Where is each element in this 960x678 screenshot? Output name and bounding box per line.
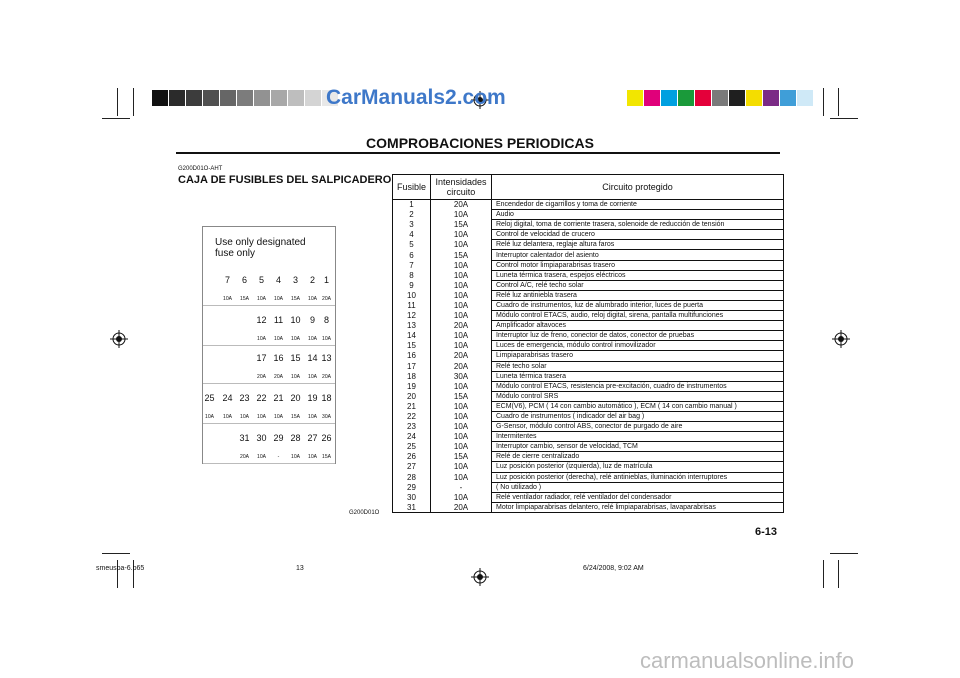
fuse-number-cell: 8 bbox=[393, 270, 431, 280]
circuit-cell: Motor limpiaparabrisas delantero, relé limpiaparabrisas, lavaparabrisas bbox=[492, 502, 784, 512]
amperage-cell: 20A bbox=[431, 321, 492, 331]
fuse-number: 30 bbox=[256, 433, 267, 443]
color-swatch bbox=[288, 90, 304, 106]
header-amperage bbox=[431, 175, 492, 200]
process-color-bar bbox=[627, 90, 814, 106]
fuse-number: 15 bbox=[290, 353, 301, 363]
circuit-cell: Relé luz delantera, reglaje altura faros bbox=[492, 240, 784, 250]
page-title: COMPROBACIONES PERIODICAS bbox=[366, 135, 594, 151]
color-swatch bbox=[746, 90, 762, 106]
circuit-cell: Control de velocidad de crucero bbox=[492, 230, 784, 240]
amperage-cell: 10A bbox=[431, 492, 492, 502]
amperage-cell: 15A bbox=[431, 391, 492, 401]
fuse-number-cell: 5 bbox=[393, 240, 431, 250]
fuse-number: 12 bbox=[256, 315, 267, 325]
table-row bbox=[393, 240, 784, 250]
amperage-cell: 10A bbox=[431, 300, 492, 310]
fuse-amperage: 10A bbox=[308, 296, 317, 302]
circuit-cell: Interruptor luz de freno, conector de datos, conector de pruebas bbox=[492, 331, 784, 341]
color-swatch bbox=[203, 90, 219, 106]
diagram-row-divider bbox=[203, 423, 335, 424]
amperage-cell: - bbox=[431, 482, 492, 492]
circuit-cell: Relé ventilador radiador, relé ventilador del condensador bbox=[492, 492, 784, 502]
diagram-label-line1: Use only designated bbox=[215, 237, 306, 248]
fuse-amperage: 10A bbox=[257, 454, 266, 460]
fuse-number-cell: 2 bbox=[393, 210, 431, 220]
fuse-number-cell: 11 bbox=[393, 300, 431, 310]
fuse-number: 28 bbox=[290, 433, 301, 443]
fuse-number: 25 bbox=[204, 393, 215, 403]
color-swatch bbox=[780, 90, 796, 106]
fuse-amperage: 10A bbox=[308, 454, 317, 460]
circuit-cell: Amplificador altavoces bbox=[492, 321, 784, 331]
circuit-cell: Cuadro de instrumentos, luz de alumbrado interior, luces de puerta bbox=[492, 300, 784, 310]
footer-page: 13 bbox=[296, 565, 304, 572]
table-row bbox=[393, 391, 784, 401]
fuse-number-cell: 17 bbox=[393, 361, 431, 371]
amperage-cell: 10A bbox=[431, 442, 492, 452]
fuse-number: 6 bbox=[241, 275, 247, 285]
fuse-number-cell: 18 bbox=[393, 371, 431, 381]
fuse-amperage: 10A bbox=[205, 414, 214, 420]
table-row bbox=[393, 250, 784, 260]
fuse-number: 14 bbox=[307, 353, 318, 363]
fuse-number-cell: 25 bbox=[393, 442, 431, 452]
table-row bbox=[393, 432, 784, 442]
circuit-cell: Luces de emergencia, módulo control inmovilizador bbox=[492, 341, 784, 351]
amperage-cell: 10A bbox=[431, 260, 492, 270]
fuse-amperage: 10A bbox=[223, 296, 232, 302]
registration-mark-right bbox=[832, 330, 850, 348]
table-row bbox=[393, 401, 784, 411]
table-row bbox=[393, 230, 784, 240]
fuse-number: 29 bbox=[273, 433, 284, 443]
grayscale-color-bar bbox=[152, 90, 339, 106]
fuse-number: 26 bbox=[321, 433, 332, 443]
fuse-amperage: 15A bbox=[291, 414, 300, 420]
fuse-number-cell: 13 bbox=[393, 321, 431, 331]
circuit-cell: Módulo control SRS bbox=[492, 391, 784, 401]
registration-mark-bottom bbox=[471, 568, 489, 586]
circuit-cell: Encendedor de cigarrillos y toma de corriente bbox=[492, 200, 784, 210]
amperage-cell: 10A bbox=[431, 240, 492, 250]
color-swatch bbox=[797, 90, 813, 106]
fuse-amperage: 20A bbox=[322, 374, 331, 380]
table-row bbox=[393, 311, 784, 321]
amperage-cell: 10A bbox=[431, 422, 492, 432]
color-swatch bbox=[271, 90, 287, 106]
table-row bbox=[393, 452, 784, 462]
circuit-cell: Interruptor cambio, sensor de velocidad, TCM bbox=[492, 442, 784, 452]
fuse-number-cell: 26 bbox=[393, 452, 431, 462]
table-row bbox=[393, 210, 784, 220]
fuse-number: 1 bbox=[323, 275, 329, 285]
fuse-amperage: - bbox=[277, 454, 280, 460]
page-number: 6-13 bbox=[755, 526, 778, 538]
color-swatch bbox=[661, 90, 677, 106]
amperage-cell: 20A bbox=[431, 502, 492, 512]
fuse-number: 8 bbox=[323, 315, 329, 325]
color-swatch bbox=[644, 90, 660, 106]
fuse-number-cell: 21 bbox=[393, 401, 431, 411]
amperage-cell: 10A bbox=[431, 230, 492, 240]
table-row bbox=[393, 462, 784, 472]
bottom-watermark: carmanualsonline.info bbox=[640, 648, 855, 673]
fuse-number-cell: 6 bbox=[393, 250, 431, 260]
fuse-number: 2 bbox=[309, 275, 315, 285]
table-row bbox=[393, 341, 784, 351]
color-swatch bbox=[763, 90, 779, 106]
amperage-cell: 15A bbox=[431, 220, 492, 230]
fuse-number-cell: 22 bbox=[393, 411, 431, 421]
fuse-number-cell: 19 bbox=[393, 381, 431, 391]
fuse-amperage: 10A bbox=[223, 414, 232, 420]
fuse-amperage: 10A bbox=[308, 414, 317, 420]
table-row bbox=[393, 331, 784, 341]
fuse-number-cell: 31 bbox=[393, 502, 431, 512]
circuit-cell: Limpiaparabrisas trasero bbox=[492, 351, 784, 361]
fuse-number-cell: 23 bbox=[393, 422, 431, 432]
color-swatch bbox=[712, 90, 728, 106]
fuse-box-diagram bbox=[202, 226, 336, 464]
amperage-cell: 10A bbox=[431, 331, 492, 341]
fuse-amperage: 10A bbox=[240, 414, 249, 420]
fuse-amperage: 10A bbox=[308, 374, 317, 380]
fuse-number-cell: 9 bbox=[393, 280, 431, 290]
fuse-number: 7 bbox=[224, 275, 230, 285]
fuse-amperage: 10A bbox=[257, 296, 266, 302]
fuse-number-cell: 14 bbox=[393, 331, 431, 341]
circuit-cell: Módulo control ETACS, resistencia pre-excitación, cuadro de instrumentos bbox=[492, 381, 784, 391]
fuse-number: 10 bbox=[290, 315, 301, 325]
section-title: CAJA DE FUSIBLES DEL SALPICADERO bbox=[178, 174, 392, 186]
amperage-cell: 20A bbox=[431, 361, 492, 371]
title-rule bbox=[176, 152, 780, 154]
watermark-text: CarManuals2.com bbox=[326, 86, 506, 109]
circuit-cell: Relé de cierre centralizado bbox=[492, 452, 784, 462]
table-row bbox=[393, 200, 784, 210]
fuse-number: 24 bbox=[222, 393, 233, 403]
circuit-cell: Audio bbox=[492, 210, 784, 220]
fuse-amperage: 20A bbox=[257, 374, 266, 380]
fuse-number: 11 bbox=[273, 315, 284, 325]
amperage-cell: 10A bbox=[431, 401, 492, 411]
color-swatch bbox=[254, 90, 270, 106]
color-swatch bbox=[186, 90, 202, 106]
header-fuse: Fusible bbox=[393, 175, 431, 200]
color-swatch bbox=[678, 90, 694, 106]
registration-mark-left bbox=[110, 330, 128, 348]
diagram-label-line2: fuse only bbox=[215, 248, 256, 259]
color-swatch bbox=[729, 90, 745, 106]
color-swatch bbox=[695, 90, 711, 106]
fuse-number: 21 bbox=[273, 393, 284, 403]
table-row bbox=[393, 300, 784, 310]
amperage-cell: 10A bbox=[431, 290, 492, 300]
fuse-number-cell: 3 bbox=[393, 220, 431, 230]
table-row bbox=[393, 502, 784, 512]
circuit-cell: Luz posición posterior (izquierda), luz de matrícula bbox=[492, 462, 784, 472]
footer-file: smeuspa-6.p65 bbox=[96, 565, 145, 572]
table-row bbox=[393, 351, 784, 361]
table-row bbox=[393, 260, 784, 270]
circuit-cell: Relé techo solar bbox=[492, 361, 784, 371]
diagram-row-divider bbox=[203, 305, 335, 306]
diagram-row-divider bbox=[203, 345, 335, 346]
fuse-number-cell: 27 bbox=[393, 462, 431, 472]
color-swatch bbox=[220, 90, 236, 106]
circuit-cell: Cuadro de instrumentos ( indicador del air bag ) bbox=[492, 411, 784, 421]
amperage-cell: 10A bbox=[431, 432, 492, 442]
diagram-row-divider bbox=[203, 383, 335, 384]
amperage-cell: 20A bbox=[431, 200, 492, 210]
figure-code: G200D01O bbox=[349, 510, 380, 516]
section-code: G200D01O-AHT bbox=[178, 166, 223, 172]
fuse-amperage: 10A bbox=[322, 336, 331, 342]
circuit-cell: Luneta térmica trasera, espejos eléctricos bbox=[492, 270, 784, 280]
table-row bbox=[393, 492, 784, 502]
fuse-amperage: 20A bbox=[240, 454, 249, 460]
fuse-amperage: 15A bbox=[240, 296, 249, 302]
fuse-number-cell: 28 bbox=[393, 472, 431, 482]
fuse-number: 9 bbox=[309, 315, 315, 325]
header-circuit: Circuito protegido bbox=[492, 175, 784, 200]
fuse-number: 31 bbox=[239, 433, 250, 443]
amperage-cell: 20A bbox=[431, 351, 492, 361]
amperage-cell: 15A bbox=[431, 452, 492, 462]
amperage-cell: 10A bbox=[431, 472, 492, 482]
fuse-number-cell: 7 bbox=[393, 260, 431, 270]
fuse-amperage: 10A bbox=[291, 374, 300, 380]
table-row bbox=[393, 411, 784, 421]
fuse-amperage: 10A bbox=[274, 296, 283, 302]
fuse-amperage: 20A bbox=[322, 296, 331, 302]
fuse-table bbox=[392, 174, 784, 513]
amperage-cell: 10A bbox=[431, 341, 492, 351]
amperage-cell: 10A bbox=[431, 411, 492, 421]
table-row bbox=[393, 381, 784, 391]
amperage-cell: 15A bbox=[431, 250, 492, 260]
color-swatch bbox=[627, 90, 643, 106]
fuse-number-cell: 12 bbox=[393, 311, 431, 321]
table-row bbox=[393, 371, 784, 381]
fuse-number: 3 bbox=[292, 275, 298, 285]
fuse-number-cell: 1 bbox=[393, 200, 431, 210]
fuse-number-cell: 16 bbox=[393, 351, 431, 361]
amperage-cell: 10A bbox=[431, 210, 492, 220]
fuse-amperage: 10A bbox=[257, 414, 266, 420]
fuse-number-cell: 24 bbox=[393, 432, 431, 442]
color-swatch bbox=[305, 90, 321, 106]
circuit-cell: Intermitentes bbox=[492, 432, 784, 442]
amperage-cell: 10A bbox=[431, 311, 492, 321]
fuse-amperage: 10A bbox=[274, 336, 283, 342]
fuse-amperage: 10A bbox=[257, 336, 266, 342]
fuse-amperage: 15A bbox=[291, 296, 300, 302]
circuit-cell: Reloj digital, toma de corriente trasera, solenoide de reducción de tensión bbox=[492, 220, 784, 230]
fuse-number: 22 bbox=[256, 393, 267, 403]
fuse-number: 27 bbox=[307, 433, 318, 443]
fuse-number: 16 bbox=[273, 353, 284, 363]
table-row bbox=[393, 220, 784, 230]
circuit-cell: Control A/C, relé techo solar bbox=[492, 280, 784, 290]
fuse-number: 23 bbox=[239, 393, 250, 403]
fuse-amperage: 30A bbox=[322, 414, 331, 420]
circuit-cell: ( No utilizado ) bbox=[492, 482, 784, 492]
circuit-cell: G-Sensor, módulo control ABS, conector de purgado de aire bbox=[492, 422, 784, 432]
footer-date: 6/24/2008, 9:02 AM bbox=[583, 565, 644, 572]
table-row bbox=[393, 472, 784, 482]
circuit-cell: Relé luz antiniebla trasera bbox=[492, 290, 784, 300]
fuse-number: 17 bbox=[256, 353, 267, 363]
fuse-number-cell: 4 bbox=[393, 230, 431, 240]
fuse-number-cell: 10 bbox=[393, 290, 431, 300]
fuse-number-cell: 30 bbox=[393, 492, 431, 502]
fuse-number-cell: 15 bbox=[393, 341, 431, 351]
fuse-number: 5 bbox=[258, 275, 264, 285]
circuit-cell: Luneta térmica trasera bbox=[492, 371, 784, 381]
table-row bbox=[393, 422, 784, 432]
amperage-cell: 10A bbox=[431, 381, 492, 391]
color-swatch bbox=[237, 90, 253, 106]
fuse-number-cell: 29 bbox=[393, 482, 431, 492]
table-row bbox=[393, 442, 784, 452]
fuse-amperage: 10A bbox=[274, 414, 283, 420]
fuse-number: 18 bbox=[321, 393, 332, 403]
circuit-cell: ECM(V6), PCM ( 14 con cambio automático ), ECM ( 14 con cambio manual ) bbox=[492, 401, 784, 411]
table-row bbox=[393, 280, 784, 290]
fuse-number: 4 bbox=[275, 275, 281, 285]
amperage-cell: 10A bbox=[431, 280, 492, 290]
amperage-cell: 30A bbox=[431, 371, 492, 381]
table-row bbox=[393, 361, 784, 371]
table-row bbox=[393, 321, 784, 331]
fuse-amperage: 10A bbox=[308, 336, 317, 342]
color-swatch bbox=[152, 90, 168, 106]
fuse-number: 19 bbox=[307, 393, 318, 403]
circuit-cell: Módulo control ETACS, audio, reloj digital, sirena, pantalla multifunciones bbox=[492, 311, 784, 321]
circuit-cell: Luz posición posterior (derecha), relé antinieblas, iluminación interruptores bbox=[492, 472, 784, 482]
fuse-number: 20 bbox=[290, 393, 301, 403]
fuse-number: 13 bbox=[321, 353, 332, 363]
fuse-amperage: 20A bbox=[274, 374, 283, 380]
color-swatch bbox=[169, 90, 185, 106]
fuse-number-cell: 20 bbox=[393, 391, 431, 401]
fuse-amperage: 10A bbox=[291, 454, 300, 460]
fuse-amperage: 15A bbox=[322, 454, 331, 460]
table-row bbox=[393, 482, 784, 492]
amperage-cell: 10A bbox=[431, 462, 492, 472]
header-amperage-line1: Intensidades bbox=[435, 177, 487, 187]
circuit-cell: Interruptor calentador del asiento bbox=[492, 250, 784, 260]
amperage-cell: 10A bbox=[431, 270, 492, 280]
table-row bbox=[393, 270, 784, 280]
diagram-row-divider bbox=[203, 463, 335, 464]
circuit-cell: Control motor limpiaparabrisas trasero bbox=[492, 260, 784, 270]
fuse-amperage: 10A bbox=[291, 336, 300, 342]
table-row bbox=[393, 290, 784, 300]
header-amperage-line2: circuito bbox=[446, 187, 476, 197]
